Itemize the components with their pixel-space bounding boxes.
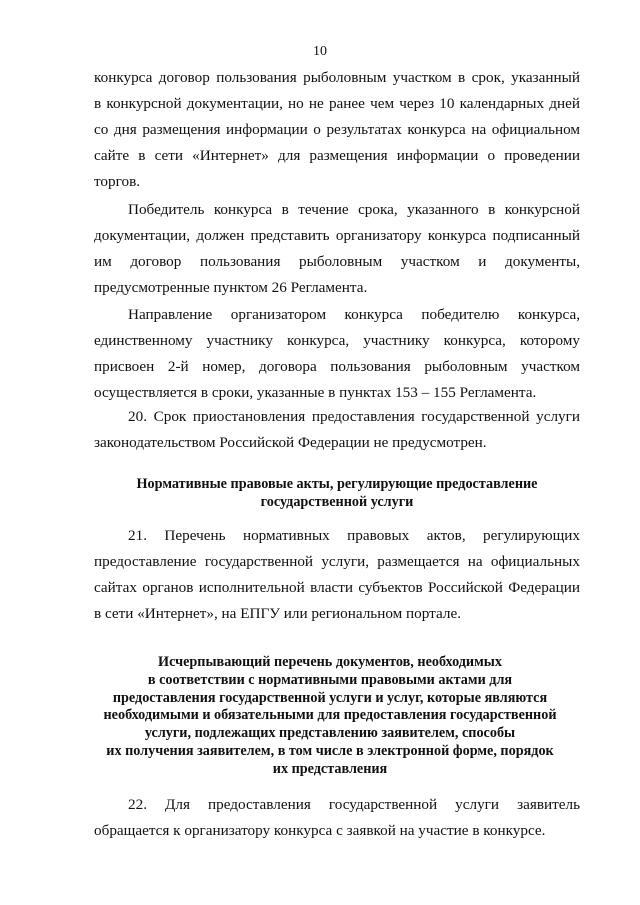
paragraph-winner <box>94 197 580 301</box>
text-line: 21. Перечень нормативных правовых актов, регулирующих <box>128 527 580 544</box>
text-line: обращается к организатору конкурса с заявкой на участие в конкурсе. <box>94 822 546 839</box>
text-line: сайтах органов исполнительной власти субъектов Российской Федерации <box>94 579 580 596</box>
text-line: сайте в сети «Интернет» для размещения информации о проведении <box>94 147 580 164</box>
heading-line: услуги, подлежащих представлению заявителем, способы <box>144 725 516 742</box>
paragraph-item-22 <box>94 792 580 844</box>
text-line: им договор пользования рыболовным участком и документы, <box>94 253 580 270</box>
paragraph-item-21 <box>94 523 580 627</box>
heading-line: Нормативные правовые акты, регулирующие предоставление <box>136 476 538 492</box>
paragraph-contract-direction <box>94 302 580 406</box>
text-line: со дня размещения информации о результатах конкурса на официальном <box>94 121 580 138</box>
page-number: 10 <box>313 44 327 59</box>
text-line: присвоен 2-й номер, договора пользования рыболовным участком <box>94 358 580 375</box>
text-line: единственному участнику конкурса, участнику конкурса, которому <box>94 332 580 349</box>
paragraph-item-20 <box>94 404 580 456</box>
text-line: Победитель конкурса в течение срока, указанного в конкурсной <box>128 201 580 218</box>
heading-line: предоставления государственной услуги и услуг, которые являются <box>112 689 548 706</box>
text-line: документации, должен представить организатору конкурса подписанный <box>94 227 580 244</box>
section-heading-documents <box>80 654 580 779</box>
heading-line: государственной услуги <box>260 493 414 510</box>
text-line: конкурса договор пользования рыболовным участком в срок, указанный <box>94 69 580 86</box>
heading-line: их представления <box>272 760 388 777</box>
paragraph-continuation <box>94 65 580 195</box>
heading-line: необходимыми и обязательными для предоставления государственной <box>103 707 557 724</box>
text-line: законодательством Российской Федерации не предусмотрен. <box>94 434 487 451</box>
text-line: торгов. <box>94 173 141 190</box>
heading-line: их получения заявителем, в том числе в электронной форме, порядок <box>106 742 554 759</box>
heading-line: в соответствии с нормативными правовыми актами для <box>147 671 513 688</box>
text-line: предоставление государственной услуги, размещается на официальных <box>94 553 580 570</box>
section-heading-legal-acts <box>94 476 580 512</box>
text-line: Направление организатором конкурса победителю конкурса, <box>128 306 580 323</box>
text-line: в сети «Интернет», на ЕПГУ или региональном портале. <box>94 605 461 622</box>
text-line: в конкурсной документации, но не ранее чем через 10 календарных дней <box>94 95 580 112</box>
text-line: предусмотренные пунктом 26 Регламента. <box>94 279 368 296</box>
text-line: осуществляется в сроки, указанные в пунктах 153 – 155 Регламента. <box>94 384 537 401</box>
heading-line: Исчерпывающий перечень документов, необходимых <box>158 654 502 670</box>
text-line: 20. Срок приостановления предоставления государственной услуги <box>128 408 580 425</box>
text-line: 22. Для предоставления государственной услуги заявитель <box>128 796 580 813</box>
